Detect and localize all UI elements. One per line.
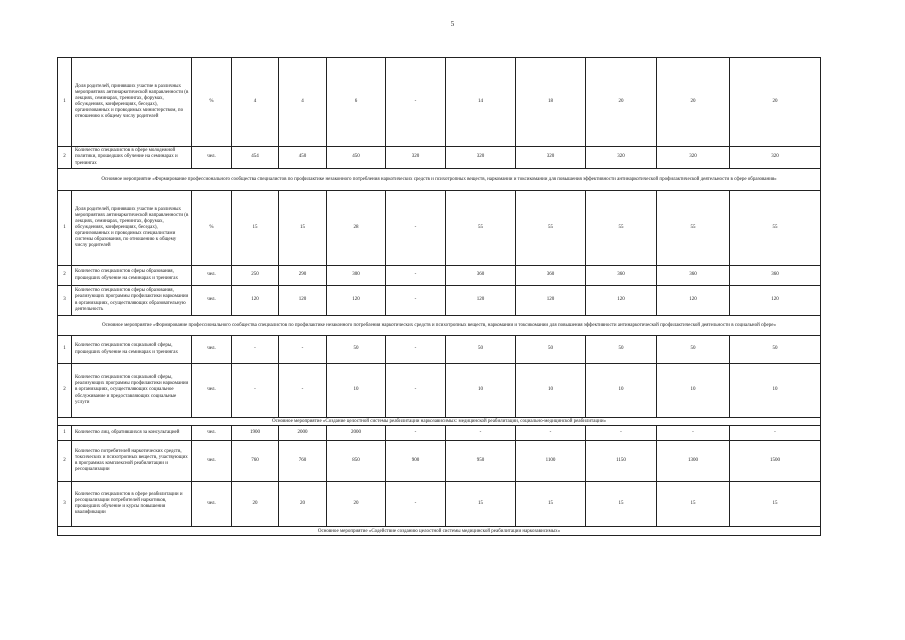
unit-cell: % [192,58,232,147]
value-cell: 120 [657,286,730,316]
value-cell: 15 [516,482,586,527]
value-cell: 20 [586,58,657,147]
value-cell: 300 [327,266,386,286]
value-cell: 1900 [232,426,279,441]
table-row [58,336,821,364]
table-row [58,191,821,266]
value-cell: 55 [586,191,657,266]
value-cell: 28 [327,191,386,266]
unit-cell: чел. [192,286,232,316]
value-cell: 290 [279,266,327,286]
unit-cell: чел. [192,441,232,482]
table-row [58,482,821,527]
value-cell: 15 [730,482,821,527]
value-cell: 760 [279,441,327,482]
value-cell: - [279,336,327,364]
value-cell: 55 [657,191,730,266]
value-cell: 360 [730,266,821,286]
row-number-cell: 2 [58,147,72,169]
unit-cell: % [192,191,232,266]
value-cell: 2000 [279,426,327,441]
section-title: Основное мероприятие «Формирование профессионального сообщества специалистов по профилактике незаконного потребления наркотических средств и психотропных веществ, наркомании и токсикомании для повышения эффективности антинаркотической профилактической деятельности в сфере образования» [58,169,821,191]
indicator-name-cell: Количество специалистов сферы образования, прошедших обучение на семинарах и тренингах [72,266,192,286]
value-cell: 360 [516,266,586,286]
value-cell: 15 [586,482,657,527]
value-cell: 15 [279,191,327,266]
value-cell: 10 [327,364,386,418]
table-row [58,286,821,316]
value-cell: 4 [279,58,327,147]
value-cell: 120 [279,286,327,316]
value-cell: 360 [586,266,657,286]
unit-cell: чел. [192,266,232,286]
row-number-cell: 1 [58,426,72,441]
value-cell: 900 [386,441,446,482]
unit-cell: чел. [192,336,232,364]
value-cell: - [730,426,821,441]
unit-cell: чел. [192,482,232,527]
value-cell: - [386,364,446,418]
value-cell: 14 [446,58,516,147]
value-cell: 6 [327,58,386,147]
value-cell: 2000 [327,426,386,441]
value-cell: 18 [516,58,586,147]
value-cell: 50 [657,336,730,364]
value-cell: 450 [327,147,386,169]
value-cell: 950 [446,441,516,482]
unit-cell: чел. [192,364,232,418]
value-cell: 10 [657,364,730,418]
value-cell: 20 [279,482,327,527]
value-cell: 450 [279,147,327,169]
value-cell: 1150 [586,441,657,482]
table-row [58,426,821,441]
indicator-name-cell: Количество лиц, обратившихся за консультацией [72,426,192,441]
value-cell: 1300 [657,441,730,482]
value-cell: - [386,191,446,266]
value-cell: - [386,482,446,527]
value-cell: 20 [327,482,386,527]
value-cell: 4 [232,58,279,147]
value-cell: 50 [446,336,516,364]
table-row [58,266,821,286]
row-number-cell: 2 [58,364,72,418]
value-cell: 120 [730,286,821,316]
value-cell: 320 [730,147,821,169]
value-cell: 120 [516,286,586,316]
table-row [58,364,821,418]
value-cell: - [386,336,446,364]
row-number-cell: 3 [58,482,72,527]
value-cell: 50 [327,336,386,364]
indicator-name-cell: Количество специалистов в сфере молодежной политики, прошедших обучение на семинарах и тренингах [72,147,192,169]
value-cell: 120 [586,286,657,316]
row-number-cell: 1 [58,58,72,147]
value-cell: 20 [730,58,821,147]
value-cell: 320 [516,147,586,169]
value-cell: 20 [232,482,279,527]
value-cell: 850 [327,441,386,482]
indicator-name-cell: Количество специалистов социальной сферы, реализующих программы профилактики наркомании в организациях, осуществляющих социальное обслуживание и предоставляющих социальные услуги [72,364,192,418]
table-row [58,147,821,169]
value-cell: 10 [730,364,821,418]
value-cell: - [386,266,446,286]
row-number-cell: 1 [58,336,72,364]
value-cell: 50 [730,336,821,364]
value-cell: - [657,426,730,441]
value-cell: 10 [516,364,586,418]
value-cell: 10 [586,364,657,418]
indicator-name-cell: Доля родителей, принявших участие в различных мероприятиях антинаркотической направленности (в лекциях, семинарах, тренингах, форумах, обсуждениях, конференциях, беседах), организованных и проводимых специалистами системы образования, по отношению к общему числу родителей [72,191,192,266]
value-cell: 360 [657,266,730,286]
unit-cell: чел. [192,426,232,441]
section-title: Основное мероприятие «Содействие созданию целостной системы медицинской реабилитации наркозависимых» [58,527,821,536]
value-cell: 120 [232,286,279,316]
row-number-cell: 2 [58,441,72,482]
value-cell: 320 [657,147,730,169]
value-cell: 10 [446,364,516,418]
unit-cell: чел. [192,147,232,169]
section-header-row [58,527,821,536]
indicator-name-cell: Количество специалистов в сфере реабилитации и ресоциализации потребителей наркотиков, прошедших обучение и курсы повышения квалификации [72,482,192,527]
table-row [58,441,821,482]
value-cell: 55 [730,191,821,266]
page-number: 5 [450,20,455,28]
value-cell: 15 [232,191,279,266]
value-cell: - [386,58,446,147]
value-cell: - [586,426,657,441]
indicators-table [57,57,821,536]
value-cell: 50 [516,336,586,364]
section-title: Основное мероприятие «Формирование профессионального сообщества специалистов по профилактике незаконного потребления наркотических средств и психотропных веществ, наркомании и токсикомании для повышения эффективности антинаркотической профилактической деятельности в социальной сфере» [58,316,821,336]
table-row [58,58,821,147]
row-number-cell: 1 [58,191,72,266]
value-cell: 50 [586,336,657,364]
value-cell: 320 [586,147,657,169]
value-cell: - [232,336,279,364]
value-cell: 120 [446,286,516,316]
indicator-name-cell: Количество потребителей наркотических средств, токсических и психотропных веществ, участвующих в программах комплексной реабилитации и ресоциализации [72,441,192,482]
value-cell: 15 [446,482,516,527]
indicator-name-cell: Количество специалистов социальной сферы, прошедших обучение на семинарах и тренингах [72,336,192,364]
value-cell: 55 [446,191,516,266]
value-cell: 454 [232,147,279,169]
value-cell: 320 [386,147,446,169]
value-cell: 20 [657,58,730,147]
indicator-name-cell: Количество специалистов сферы образования, реализующих программы профилактики наркомании в организациях, осуществляющих образовательную деятельность [72,286,192,316]
indicator-name-cell: Доля родителей, принявших участие в различных мероприятиях антинаркотической направленности (в лекциях, семинарах, тренингах, форумах, обсуждениях, конференциях, беседах), организованных и проводимых министерством, по отношению к общему числу родителей [72,58,192,147]
value-cell: - [279,364,327,418]
section-header-row [58,316,821,336]
value-cell: 360 [446,266,516,286]
value-cell: - [446,426,516,441]
section-title: Основное мероприятие «Создание целостной системы реабилитации наркозависимых: медицинской реабилитации, социально-медицинской реабилитации» [58,418,821,426]
value-cell: 250 [232,266,279,286]
value-cell: - [232,364,279,418]
row-number-cell: 2 [58,266,72,286]
value-cell: 320 [446,147,516,169]
value-cell: 1500 [730,441,821,482]
value-cell: 120 [327,286,386,316]
value-cell: - [386,286,446,316]
value-cell: 15 [657,482,730,527]
section-header-row [58,418,821,426]
value-cell: 760 [232,441,279,482]
value-cell: 55 [516,191,586,266]
section-header-row [58,169,821,191]
row-number-cell: 3 [58,286,72,316]
value-cell: 1100 [516,441,586,482]
value-cell: - [386,426,446,441]
value-cell: - [516,426,586,441]
